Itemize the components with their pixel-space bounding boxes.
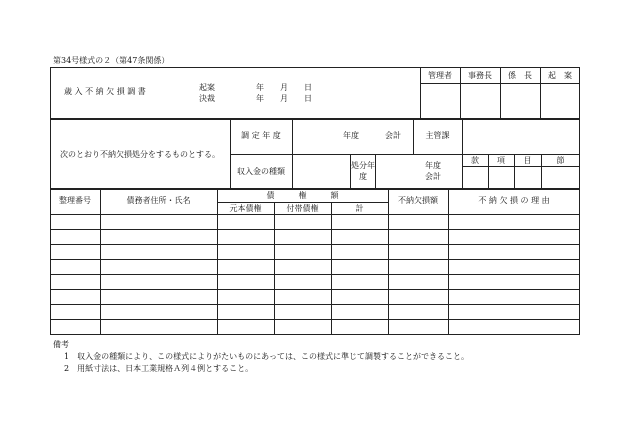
shobun-kaikei-unit: 会計	[425, 172, 441, 181]
sub-genpon: 元本債権	[229, 204, 262, 213]
statement: 次のとおり不納欠損処分をするものとする。	[60, 150, 220, 159]
moku-label: 目	[523, 156, 532, 165]
kian-day: 日	[304, 83, 312, 92]
approver-kian: 起 案	[548, 71, 572, 80]
note-1: 1 収入金の種類により、この様式によりがたいものにあっては、この様式に準じて調製することができること。	[64, 352, 470, 361]
approver-jimucho: 事務長	[468, 71, 492, 80]
sub-futai: 付帯債権	[286, 204, 319, 213]
chotei-nendo-label: 調 定 年 度	[241, 131, 281, 140]
kessai-year: 年	[256, 94, 264, 103]
col-riyu: 不 納 欠 損 の 理 由	[478, 196, 550, 205]
col-seiri-bango: 整理番号	[59, 196, 91, 205]
col-saiken-gaku: 債 権 額	[266, 191, 339, 200]
kan-label: 款	[471, 156, 479, 165]
kian-month: 月	[280, 83, 288, 92]
kessai-day: 日	[304, 94, 312, 103]
kian-label: 起案	[199, 83, 215, 92]
col-saimusha: 債務者住所・氏名	[126, 196, 191, 205]
kessai-label: 決裁	[199, 94, 215, 103]
shukanka-label: 主管課	[425, 131, 450, 140]
shobun-nendo-unit: 年度	[425, 161, 441, 170]
form-title: 歳 入 不 納 欠 損 調 書	[64, 87, 146, 96]
chotei-kaikei-unit: 会計	[385, 131, 401, 140]
shobun-nendo-label: 処分年度	[351, 161, 375, 181]
approver-kanrisha: 管理者	[428, 71, 452, 80]
kou-label: 項	[497, 156, 505, 165]
kian-year: 年	[256, 83, 264, 92]
approver-kakaricho: 係 長	[508, 71, 532, 80]
form-number: 第34号様式の２（第47条関係）	[53, 56, 170, 65]
setsu-label: 節	[556, 156, 565, 165]
sub-kei: 計	[355, 204, 364, 213]
col-funou-gaku: 不納欠損額	[398, 196, 438, 205]
shunyukin-label: 収入金の種類	[237, 167, 285, 176]
note-2: 2 用紙寸法は、日本工業規格Ａ列４例とすること。	[64, 364, 254, 373]
chotei-nendo-unit: 年度	[343, 131, 359, 140]
notes-title: 備考	[53, 340, 69, 349]
kessai-month: 月	[280, 94, 288, 103]
